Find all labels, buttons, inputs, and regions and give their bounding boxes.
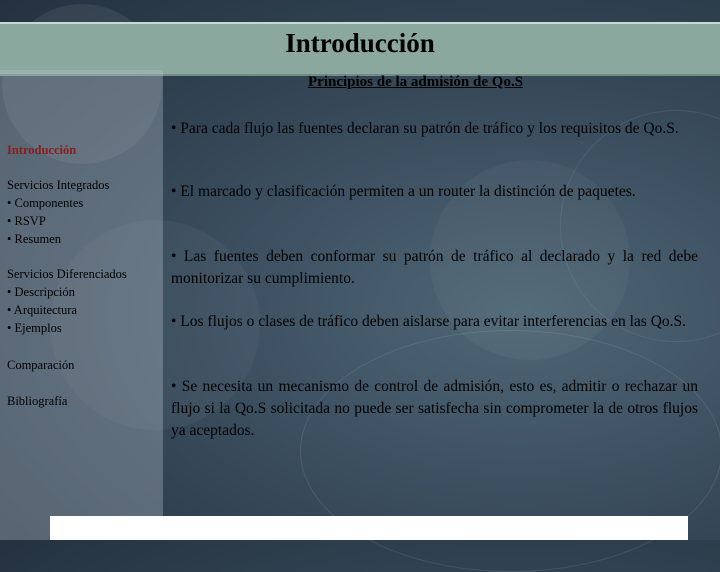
content-bullet: • Los flujos o clases de tráfico deben aislarse para evitar interferencias en las Qo.S. bbox=[171, 313, 687, 330]
slide-subtitle: Principios de la admisión de Qo.S bbox=[308, 74, 524, 90]
sidebar-subitem-ejemplos[interactable]: • Ejemplos bbox=[7, 321, 62, 335]
sidebar-item-label: Introducción bbox=[7, 143, 77, 157]
sidebar-subitem-resumen[interactable]: • Resumen bbox=[7, 232, 62, 246]
sidebar-item-servicios-diferenciados[interactable] bbox=[7, 265, 127, 337]
sidebar-subitem-descripcion[interactable]: • Descripción bbox=[7, 285, 75, 299]
sidebar-subitem-rsvp[interactable]: • RSVP bbox=[7, 214, 46, 228]
sidebar-item-introduccion[interactable] bbox=[7, 141, 76, 159]
sidebar-subitem-arquitectura[interactable]: • Arquitectura bbox=[7, 303, 77, 317]
sidebar-item-servicios-integrados[interactable] bbox=[7, 176, 109, 248]
sidebar-subitem-componentes[interactable]: • Componentes bbox=[7, 196, 84, 210]
content-bullet: • Para cada flujo las fuentes declaran su patrón de tráfico y los requisitos de Qo.S. bbox=[171, 120, 679, 137]
sidebar-item-label: Servicios Integrados bbox=[7, 178, 110, 192]
content-bullet: • Las fuentes deben conformar su patrón de tráfico al declarado y la red debe monitorizar su cumplimiento. bbox=[171, 248, 698, 287]
sidebar-item-bibliografia[interactable] bbox=[7, 392, 67, 410]
content-bullet: • El marcado y clasificación permiten a un router la distinción de paquetes. bbox=[171, 183, 636, 200]
footer-bar bbox=[50, 516, 688, 540]
sidebar-item-comparacion[interactable] bbox=[7, 356, 74, 374]
sidebar-item-label: Servicios Diferenciados bbox=[7, 267, 127, 281]
slide-title: Introducción bbox=[285, 28, 435, 58]
sidebar-item-label: Comparación bbox=[7, 358, 75, 372]
content-bullet: • Se necesita un mecanismo de control de admisión, esto es, admitir o rechazar un flujo si la Qo.S solicitada no puede ser satisfecha sin comprometer la de otros flujos ya aceptados. bbox=[171, 378, 698, 439]
sidebar-item-label: Bibliografía bbox=[7, 394, 68, 408]
